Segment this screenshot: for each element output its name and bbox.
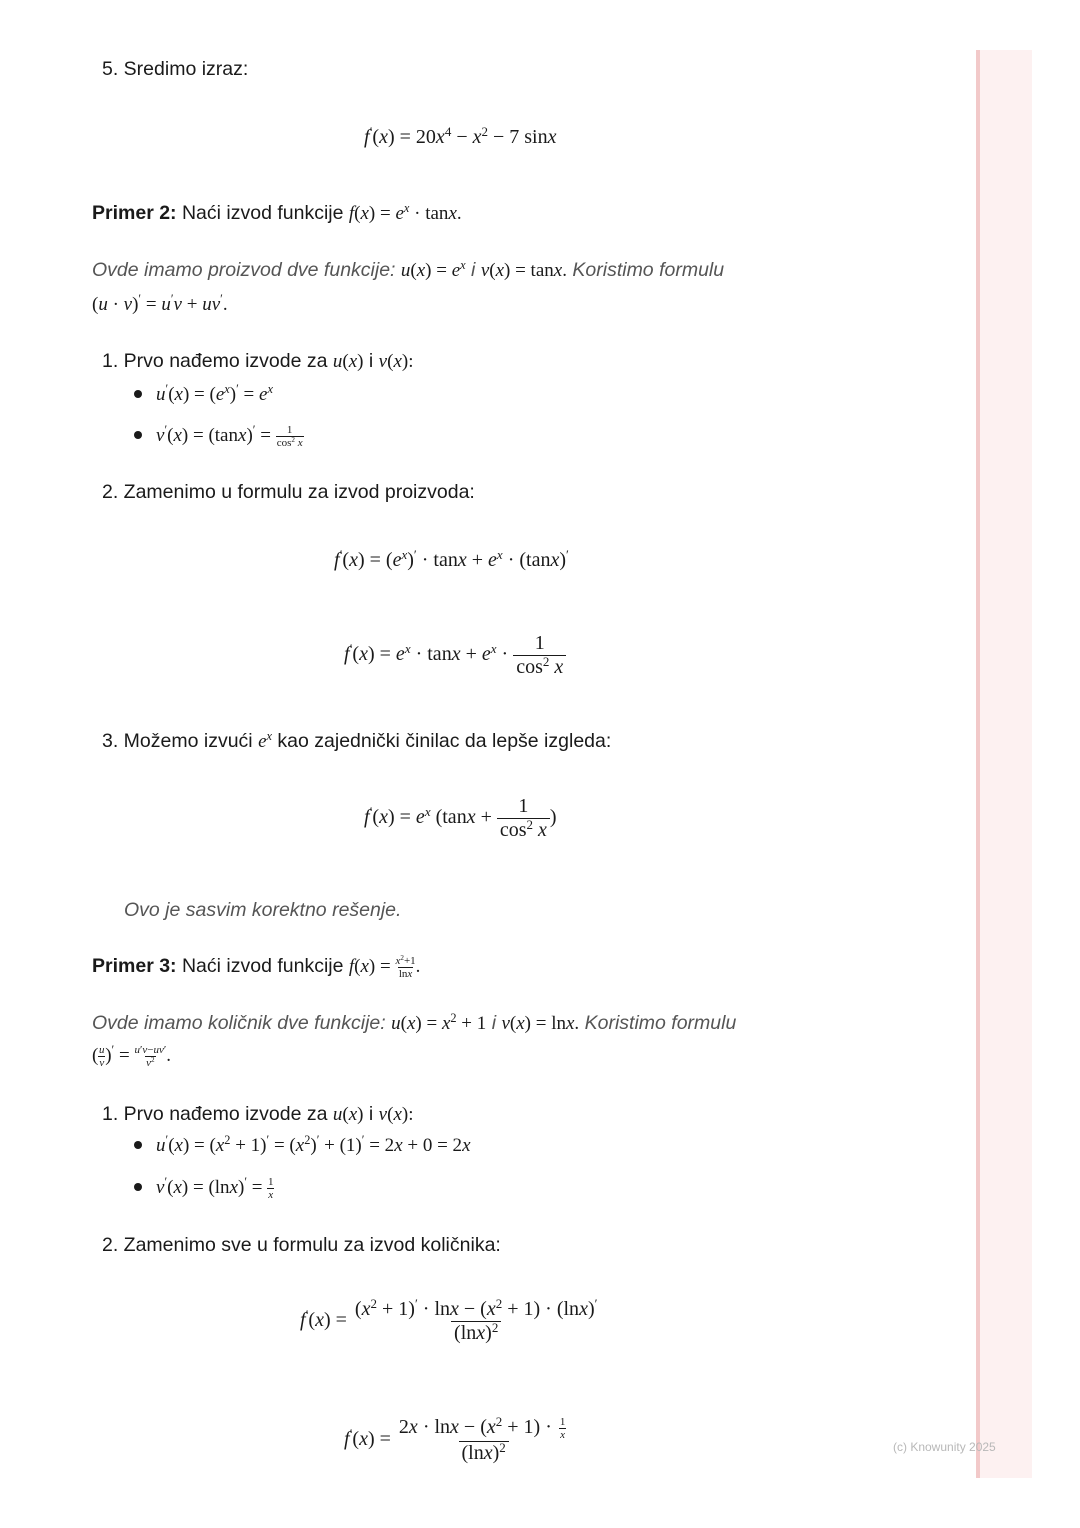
primer3-heading: Primer 3: Naći izvod funkcije f(x) = $\frac{x^2+1}{\ln x}$ . [92, 954, 421, 981]
equation-p2-factored: $f'(x) = e^x$ (tanx + $\frac{1}{\cos^2 x}$ ) [364, 795, 557, 841]
primer3-intro-mid: i [491, 1012, 497, 1034]
footer-copyright: (c) Knowunity 2025 [893, 1440, 996, 1454]
primer2-step3: 3. Možemo izvući $e^x$ kao zajednički činilac da lepše izgleda: [102, 729, 612, 752]
primer2-step3-a: 3. Možemo izvući [102, 730, 253, 752]
equation-step5: $f'(x) = 20x^4 - x^2 - 7$ sinx [364, 123, 557, 148]
margin-line [976, 50, 980, 1478]
primer2-step2: 2. Zamenimo u formulu za izvod proizvoda: [102, 481, 475, 503]
product-rule-formula: (u · v)′ = u′v + uv′. [92, 292, 228, 315]
margin-strip [976, 50, 1032, 1478]
primer2-step1: 1. Prvo nađemo izvode za u(x) i v(x): [102, 350, 414, 372]
primer3-step1: 1. Prvo nađemo izvode za u(x) i v(x): [102, 1103, 414, 1125]
primer3-step1-i: i [368, 1103, 374, 1125]
primer2-intro-text: Ovde imamo proizvod dve funkcije: [92, 259, 396, 281]
primer3-bullet-u: $u'(x) = (x^2 + 1)' = (x^2)' + (1)' = 2x + 0 = 2x$ [134, 1135, 471, 1157]
primer2-conclusion: Ovo je sasvim korektno rešenje. [124, 899, 402, 921]
primer2-intro: Ovde imamo proizvod dve funkcije: $u(x) = e^x$ i v(x) = tanx. Koristimo formulu [92, 258, 725, 281]
step5-heading: 5. Sredimo izraz: [102, 58, 249, 80]
primer2-label: Primer 2: [92, 202, 177, 224]
primer2-step1-text: 1. Prvo nađemo izvode za [102, 350, 328, 372]
primer3-step2: 2. Zamenimo sve u formulu za izvod količnika: [102, 1234, 501, 1256]
equation-p3-substitution: f′(x) = $\frac{(x^2 + 1)' \cdot \ln x - (x^2 + 1) \cdot (\ln x)'}{(\ln x)^2}$ [300, 1295, 598, 1344]
equation-p2-substitution: $f'(x) = (e^x)' \cdot \tan x + e^x \cdot (\tan x)'$ [334, 546, 569, 571]
bullet-icon [134, 390, 142, 398]
primer2-step1-i: i [368, 350, 374, 372]
primer3-intro-text: Ovde imamo količnik dve funkcije: [92, 1012, 386, 1034]
primer3-bullet-v: v′(x) = (lnx)′ = $\frac{1}{x}$ [134, 1176, 274, 1201]
equation-p3-result: f′(x) = $2x \cdot \ln x - (x^2 + 1)$ · $\frac{1}{x}$ $(\ln x)^2$ [344, 1413, 566, 1464]
primer2-bullet-v: v′(x) = (tanx)′ = $\frac{1}{\cos^2 x}$ [134, 424, 304, 449]
bullet-icon [134, 1141, 142, 1149]
primer3-step1-text: 1. Prvo nađemo izvode za [102, 1103, 328, 1125]
primer2-step3-b: kao zajednički činilac da lepše izgleda: [277, 730, 612, 752]
primer2-heading: Primer 2: Naći izvod funkcije $f(x) = e^x \cdot \tan x$. [92, 201, 462, 224]
primer2-intro-end: Koristimo formulu [572, 259, 725, 281]
quotient-rule-formula: ( $\frac{u}{v}$ )′ = $\frac{u'v-uv'}{v^2}$ . [92, 1043, 172, 1069]
primer2-intro-mid: i [471, 259, 476, 281]
equation-p2-result: $f'(x) = e^x \cdot \tan x + e^x$ · $\frac{1}{\cos^2 x}$ [344, 632, 566, 679]
primer3-intro: Ovde imamo količnik dve funkcije: $u(x) = x^2 + 1$ i v(x) = lnx. Koristimo formulu [92, 1011, 737, 1034]
bullet-icon [134, 431, 142, 439]
primer3-text: Naći izvod funkcije [181, 955, 344, 977]
primer3-intro-end: Koristimo formulu [584, 1012, 737, 1034]
primer2-bullet-u: $u'(x) = (e^x)' = e^x$ [134, 384, 273, 406]
primer2-text: Naći izvod funkcije [181, 202, 344, 224]
bullet-icon [134, 1183, 142, 1191]
primer3-label: Primer 3: [92, 955, 177, 977]
